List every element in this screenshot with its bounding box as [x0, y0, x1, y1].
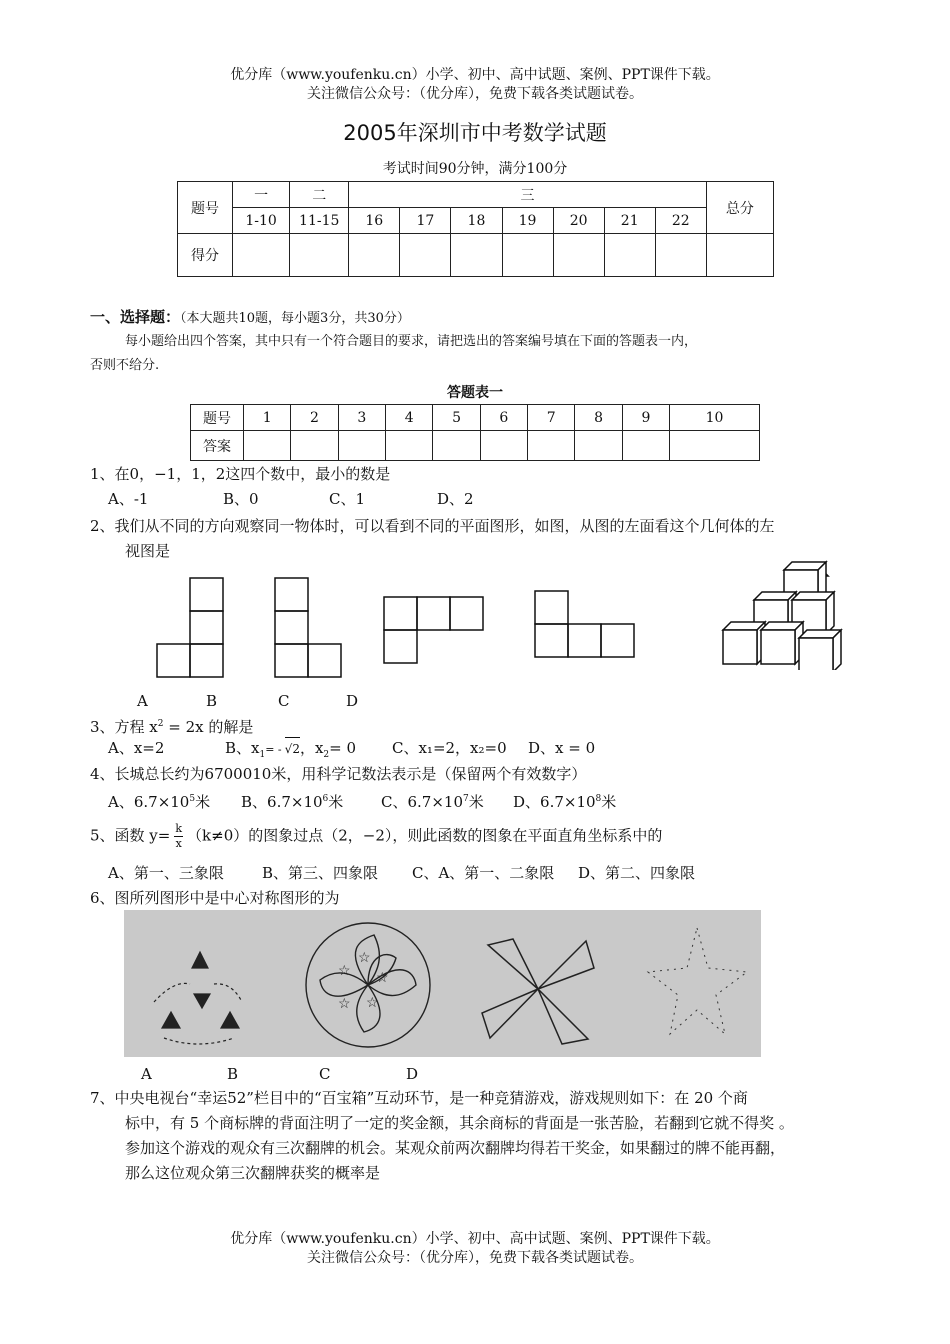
answer-cell[interactable]: [291, 431, 338, 461]
q1-stem: 1、在0，−1，1，2这四个数中，最小的数是: [90, 465, 391, 483]
q6-label-b: B: [227, 1065, 239, 1083]
header-line-2: 关注微信公众号：（优分库），免费下载各类试题试卷。: [307, 86, 643, 102]
q4-option-a: [108, 788, 241, 813]
q3-b-sub2: 2: [323, 750, 330, 760]
q4-d-exp: 8: [595, 794, 602, 804]
q2-labels: [137, 690, 358, 712]
answer-table-caption: 答题表一: [447, 385, 503, 401]
answer-col: 8: [575, 405, 622, 431]
q2-label-d: D: [346, 692, 359, 710]
q2-label-b: B: [206, 692, 218, 710]
q4-c-text: C、6.7×10: [381, 793, 463, 811]
answer-cell[interactable]: [528, 431, 575, 461]
q3-b-pre: B、x: [225, 739, 260, 757]
svg-text:☆: ☆: [376, 970, 389, 986]
answer-row-label-number: 题号: [191, 405, 244, 431]
q3-stem-post: = 2x 的解是: [163, 718, 254, 736]
score-group-3: 三: [349, 182, 707, 208]
answer-col: 5: [433, 405, 480, 431]
score-cell[interactable]: [502, 234, 553, 277]
footer-line-2: 关注微信公众号：（优分库），免费下载各类试题试卷。: [307, 1250, 643, 1266]
score-row-label-points: 得分: [178, 234, 233, 277]
q5-stem-post: （k≠0）的图象过点（2，−2），则此函数的图象在平面直角坐标系中的: [187, 826, 663, 845]
q4-b-unit: 米: [328, 793, 344, 811]
answer-col: 7: [528, 405, 575, 431]
q4-a-unit: 米: [195, 793, 211, 811]
score-table: [177, 181, 774, 277]
q1-option-c: C、1: [329, 490, 366, 508]
score-col: 11-15: [290, 208, 349, 234]
section1-note: （本大题共10题，每小题3分，共30分）: [180, 311, 410, 326]
score-col: 20: [553, 208, 604, 234]
q1-option-b: B、0: [223, 490, 259, 508]
answer-cell[interactable]: [433, 431, 480, 461]
section1-instruction-2: 否则不给分.: [90, 358, 160, 373]
q2-stem: 2、我们从不同的方向观察同一物体时，可以看到不同的平面图形，如图，从图的左面看这个几何体的左: [90, 517, 775, 535]
q2-label-a: A: [137, 692, 148, 710]
score-group-2: 二: [290, 182, 349, 208]
q5-option-a: A、第一、三象限: [108, 864, 224, 882]
answer-row-label-answer: 答案: [191, 431, 244, 461]
answer-cell[interactable]: [480, 431, 527, 461]
score-group-1: 一: [233, 182, 290, 208]
q3-b-mid: = -: [265, 743, 282, 756]
q3-stem-pre: 3、方程 x: [90, 718, 158, 736]
q6-label-c: C: [319, 1065, 331, 1083]
score-col: 17: [400, 208, 451, 234]
answer-col: 1: [244, 405, 291, 431]
q2-stem-2: 视图是: [125, 542, 171, 560]
score-cell[interactable]: [451, 234, 502, 277]
score-row-label-number: 题号: [178, 182, 233, 234]
svg-text:☆: ☆: [358, 950, 371, 966]
score-cell[interactable]: [706, 234, 773, 277]
q4-stem: 4、长城总长约为6700010米，用科学记数法表示是（保留两个有效数字）: [90, 765, 587, 783]
footer-line-1: 优分库（www.youfenku.cn）小学、初中、高中试题、案例、PPT课件下载。: [230, 1231, 720, 1247]
q4-option-b: [241, 788, 381, 813]
q2-figure-b: [275, 578, 341, 677]
q3-b-sub: 1: [259, 750, 266, 760]
q2-figure-a: [157, 578, 223, 677]
q5-stem-pre: 5、函数 y=: [90, 826, 171, 845]
svg-text:☆: ☆: [338, 996, 351, 1012]
q2-cube-solid: [715, 555, 845, 670]
score-cell[interactable]: [553, 234, 604, 277]
q3-option-d: D、x = 0: [528, 739, 596, 757]
answer-col: 9: [622, 405, 669, 431]
svg-text:☆: ☆: [366, 995, 379, 1011]
q1-option-a: A、-1: [108, 490, 149, 508]
q3-b-end: = 0: [329, 739, 357, 757]
score-col: 19: [502, 208, 553, 234]
q4-b-exp: 6: [322, 794, 329, 804]
q5-options: [108, 862, 695, 884]
q6-figure-panel: [124, 910, 761, 1057]
score-col: 18: [451, 208, 502, 234]
header-line-1: 优分库（www.youfenku.cn）小学、初中、高中试题、案例、PPT课件下载。: [230, 67, 720, 83]
section1-instruction-1: 每小题给出四个答案，其中只有一个符合题目的要求，请把选出的答案编号填在下面的答题表一内，: [125, 334, 698, 349]
q2-label-c: C: [278, 692, 290, 710]
q7-line-2: 标中，有 5 个商标牌的背面注明了一定的奖金额，其余商标的背面是一张苦脸，若翻到它就不得奖 。: [125, 1114, 794, 1132]
q4-option-c: [381, 788, 513, 813]
q4-option-d: [513, 788, 616, 813]
q4-b-text: B、6.7×10: [241, 793, 323, 811]
q3-b-post: ，x: [299, 739, 324, 757]
q4-c-unit: 米: [468, 793, 484, 811]
q3-stem: [90, 713, 253, 738]
answer-col: 2: [291, 405, 338, 431]
score-col: 16: [349, 208, 400, 234]
q2-figure-c: [384, 597, 483, 663]
answer-table: [190, 404, 760, 461]
q3-stem-sup: 2: [157, 719, 164, 729]
q3-b-sqrt: √2: [285, 737, 300, 760]
answer-col: 6: [480, 405, 527, 431]
answer-cell[interactable]: [244, 431, 291, 461]
score-col: 22: [655, 208, 706, 234]
score-col: 21: [604, 208, 655, 234]
q5-option-b: B、第三、四象限: [262, 864, 379, 882]
q3-b-sqrt-arg: 2: [292, 742, 300, 756]
q3-option-b: [225, 737, 392, 766]
q5-fraction: [174, 822, 183, 851]
q5-option-d: D、第二、四象限: [578, 864, 696, 882]
q7-line-4: 那么这位观众第三次翻牌获奖的概率是: [125, 1164, 381, 1182]
answer-cell[interactable]: [386, 431, 433, 461]
score-cell[interactable]: [233, 234, 290, 277]
answer-col: 3: [338, 405, 385, 431]
score-cell[interactable]: [655, 234, 706, 277]
q6-stem: 6、图所列图形中是中心对称图形的为: [90, 889, 340, 907]
q3-option-a: A、x=2: [108, 739, 165, 757]
answer-col: 4: [386, 405, 433, 431]
q5-frac-den: x: [175, 837, 182, 850]
q5-option-c: C、A、第一、二象限: [412, 864, 555, 882]
q3-option-c: C、x₁=2，x₂=0: [392, 739, 507, 757]
q2-figure-d: [535, 591, 634, 657]
section1-heading: 一、选择题：: [90, 308, 181, 326]
q7-line-1: 7、中央电视台“幸运52”栏目中的“百宝箱”互动环节，是一种竞猜游戏，游戏规则如下：在 20 个商: [90, 1089, 748, 1107]
q4-d-unit: 米: [601, 793, 617, 811]
q4-d-text: D、6.7×10: [513, 793, 596, 811]
q5-stem: [90, 822, 662, 851]
page-title: 2005年深圳市中考数学试题: [343, 121, 607, 145]
q6-label-a: A: [141, 1065, 152, 1083]
score-total-label: 总分: [706, 182, 773, 234]
score-cell[interactable]: [604, 234, 655, 277]
q4-a-text: A、6.7×10: [108, 793, 190, 811]
score-cell[interactable]: [290, 234, 349, 277]
q4-c-exp: 7: [463, 794, 469, 804]
svg-text:☆: ☆: [338, 963, 351, 979]
q1-option-d: D、2: [437, 490, 474, 508]
q1-options: [108, 488, 474, 510]
q4-a-exp: 5: [189, 794, 196, 804]
score-cell[interactable]: [400, 234, 451, 277]
q3-options: [108, 737, 595, 766]
q5-frac-num: k: [175, 822, 183, 835]
answer-col: 10: [670, 405, 760, 431]
section1-heading-line: [90, 306, 410, 330]
exam-subtitle: 考试时间90分钟，满分100分: [382, 161, 568, 177]
q6-label-d: D: [406, 1065, 419, 1083]
q4-options: [108, 788, 616, 813]
score-cell[interactable]: [349, 234, 400, 277]
answer-cell[interactable]: [338, 431, 385, 461]
answer-cell[interactable]: [670, 431, 760, 461]
score-col: 1-10: [233, 208, 290, 234]
q7-line-3: 参加这个游戏的观众有三次翻牌的机会。某观众前两次翻牌均得若干奖金，如果翻过的牌不能再翻，: [125, 1139, 786, 1157]
answer-cell[interactable]: [575, 431, 622, 461]
q6-panel-background: [124, 910, 761, 1057]
q6-labels: [141, 1063, 418, 1085]
answer-cell[interactable]: [622, 431, 669, 461]
